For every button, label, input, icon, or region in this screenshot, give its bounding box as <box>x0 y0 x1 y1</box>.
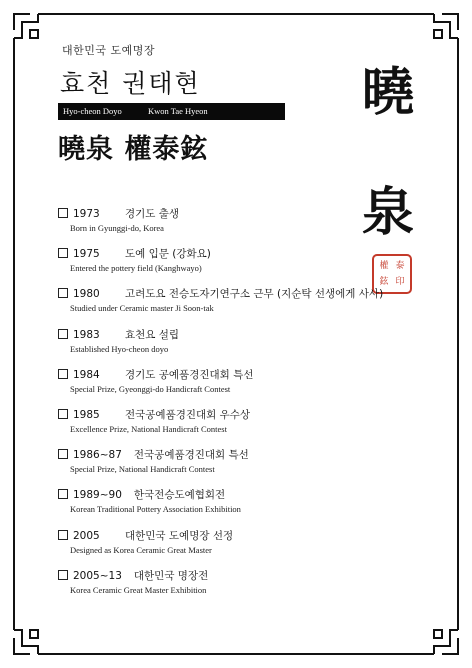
timeline-year: 1980 <box>73 288 100 301</box>
timeline-item <box>58 327 438 367</box>
timeline-english: Established Hyo-cheon doyo <box>70 343 169 354</box>
seal-char: 鉉 <box>379 277 389 287</box>
timeline-year: 2005 <box>73 529 100 542</box>
timeline-item <box>58 286 438 326</box>
timeline-year: 1989~90 <box>73 489 122 502</box>
timeline-korean: 경기도 출생 <box>125 208 180 220</box>
timeline-year: 1983 <box>73 328 100 341</box>
subtitle: 대한민국 도예명장 <box>62 44 156 57</box>
timeline-item <box>58 528 438 568</box>
checkbox-icon <box>58 570 68 580</box>
timeline-year: 1984 <box>73 368 100 381</box>
timeline-korean: 효천요 설립 <box>125 328 180 341</box>
timeline-item <box>58 487 438 527</box>
name-hanja: 曉泉 權泰鉉 <box>58 134 209 165</box>
career-timeline <box>58 206 438 608</box>
checkbox-icon <box>58 288 68 298</box>
timeline-item <box>58 246 438 286</box>
timeline-korean: 대한민국 명장전 <box>133 569 209 582</box>
timeline-year: 1975 <box>73 248 100 261</box>
name-korean: 효천 권태현 <box>60 69 201 98</box>
timeline-year: 2005~13 <box>73 569 122 582</box>
timeline-item <box>58 206 438 246</box>
timeline-english: Special Prize, Gyeonggi-do Handicraft Contest <box>70 383 231 394</box>
timeline-korean: 도예 입문 (강화요) <box>125 248 211 261</box>
timeline-item <box>58 447 438 487</box>
checkbox-icon <box>58 208 68 218</box>
checkbox-icon <box>58 248 68 258</box>
timeline-korean: 경기도 공예품경진대회 특선 <box>125 368 254 381</box>
timeline-korean: 고려도요 전승도자기연구소 근무 (지순탁 선생에게 사사) <box>125 288 384 301</box>
seal-char: 泰 <box>395 261 405 271</box>
timeline-english: Studied under Ceramic master Ji Soon-tak <box>70 303 214 314</box>
checkbox-icon <box>58 489 68 499</box>
timeline-korean: 한국전승도예협회전 <box>133 489 226 502</box>
checkbox-icon <box>58 530 68 540</box>
seal-char: 印 <box>395 277 405 287</box>
romanized-name-bar <box>58 103 285 120</box>
seal-char: 權 <box>379 261 389 271</box>
checkbox-icon <box>58 369 68 379</box>
timeline-korean: 대한민국 도예명장 선정 <box>125 529 234 542</box>
timeline-english: Excellence Prize, National Handicraft Contest <box>70 423 227 434</box>
timeline-english: Designed as Korea Ceramic Great Master <box>70 544 212 555</box>
checkbox-icon <box>58 449 68 459</box>
timeline-english: Korea Ceramic Great Master Exhibition <box>70 584 207 595</box>
timeline-item <box>58 407 438 447</box>
checkbox-icon <box>58 329 68 339</box>
timeline-item <box>58 568 438 608</box>
checkbox-icon <box>58 409 68 419</box>
timeline-korean: 전국공예품경진대회 특선 <box>133 449 249 462</box>
timeline-korean: 전국공예품경진대회 우수상 <box>125 408 251 421</box>
calligraphy-char-2: 泉 <box>362 182 415 243</box>
romanized-name: Kwon Tae Hyeon <box>148 106 208 116</box>
timeline-english: Entered the pottery field (Kanghwayo) <box>70 263 202 274</box>
timeline-english: Special Prize, National Handicraft Contest <box>70 464 215 475</box>
timeline-item <box>58 367 438 407</box>
timeline-english: Korean Traditional Pottery Association Exhibition <box>70 504 241 515</box>
timeline-year: 1986~87 <box>73 449 122 462</box>
timeline-year: 1973 <box>73 208 100 220</box>
timeline-english: Born in Gyunggi-do, Korea <box>70 223 164 233</box>
timeline-year: 1985 <box>73 408 100 421</box>
calligraphy-char-1: 曉 <box>362 62 415 123</box>
romanized-pen-name: Hyo-cheon Doyo <box>63 106 122 116</box>
